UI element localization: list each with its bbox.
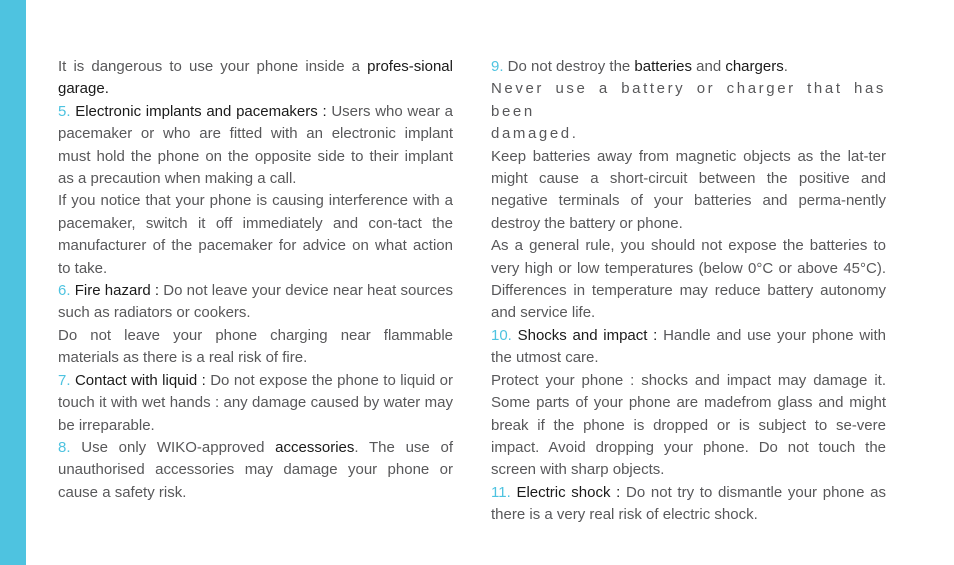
left-column (58, 56, 453, 504)
section-number: 6. (58, 282, 71, 300)
section-10-paragraph-2: Protect your phone : shocks and impact may damage it. Some parts of your phone are madefrom glass and might break if the phone is dropped or is subject to se-vere impact. Avoid dropping your phone. Do not touch the screen with sharp objects. (491, 371, 886, 479)
section-text: Do not try to dismantle your phone as there is a very real risk of electric shock. (491, 483, 886, 524)
section-text: Do not destroy the (503, 58, 635, 75)
section-7 (58, 370, 453, 437)
section-number: 9. (491, 58, 504, 75)
accessories-term: accessories (275, 438, 355, 456)
section-number: 10. (491, 326, 512, 344)
section-10 (491, 325, 886, 370)
section-9-paragraph-3: As a general rule, you should not expose the batteries to very high or low temperatures (below 0°C or above 45°C). Differences in temperature may reduce battery autonomy and service life. (491, 237, 886, 322)
section-text: Use only WIKO-approved (70, 438, 276, 456)
section-text: Do not leave your device near heat sources such as radiators or cookers. (58, 282, 453, 322)
batteries-term: batteries (634, 58, 692, 75)
section-heading: Electric shock : (516, 483, 621, 501)
section-number: 7. (58, 371, 71, 389)
garage-paragraph (58, 56, 453, 101)
section-9 (491, 56, 886, 78)
section-6-paragraph-2: Do not leave your phone charging near flammable materials as there is a real risk of fire. (58, 326, 453, 367)
warning-line-1: Never use a battery or charger that has been (491, 80, 886, 120)
section-9-paragraph-2: Keep batteries away from magnetic objects as the lat-ter might cause a short-circuit between the positive and negative terminals of your batteries and perma-nently destroy the battery or phone. (491, 147, 886, 232)
side-accent-bar (0, 0, 26, 565)
section-heading: Shocks and impact : (517, 326, 658, 344)
chargers-term: chargers (725, 58, 784, 75)
section-text: Users who wear a pacemaker or who are fitted with an electronic implant must hold the phone on the opposite side to their implant as a precaution when making a call. (58, 102, 453, 188)
warning-line-2: damaged. (491, 125, 579, 143)
section-5 (58, 101, 453, 191)
section-text: Do not expose the phone to liquid or touch it with wet hands : any damage caused by water may be irreparable. (58, 371, 454, 434)
section-6 (58, 280, 453, 325)
garage-term: profes-sional garage. (58, 58, 453, 98)
section-text: Handle and use your phone with the utmost care. (491, 326, 886, 367)
section-number: 11. (491, 483, 511, 501)
section-text-2: and (691, 58, 726, 75)
section-heading: Electronic implants and pacemakers : (75, 102, 327, 120)
section-8 (58, 437, 453, 504)
section-number: 5. (58, 102, 71, 120)
section-heading: Contact with liquid : (74, 371, 206, 389)
section-heading: Fire hazard : (74, 282, 160, 300)
section-11 (491, 482, 886, 527)
section-5-paragraph-2: If you notice that your phone is causing interference with a pacemaker, switch it off immediately and con-tact the manufacturer of the pacemaker for advice on what action to take. (58, 192, 453, 277)
section-number: 8. (58, 438, 71, 456)
garage-text: It is dangerous to use your phone inside a (58, 58, 368, 75)
section-text-2: . The use of unauthorised accessories may damage your phone or cause a safety risk. (58, 438, 453, 501)
section-text-3: . (783, 58, 788, 75)
section-9-warning (491, 78, 886, 145)
right-column (491, 56, 886, 527)
